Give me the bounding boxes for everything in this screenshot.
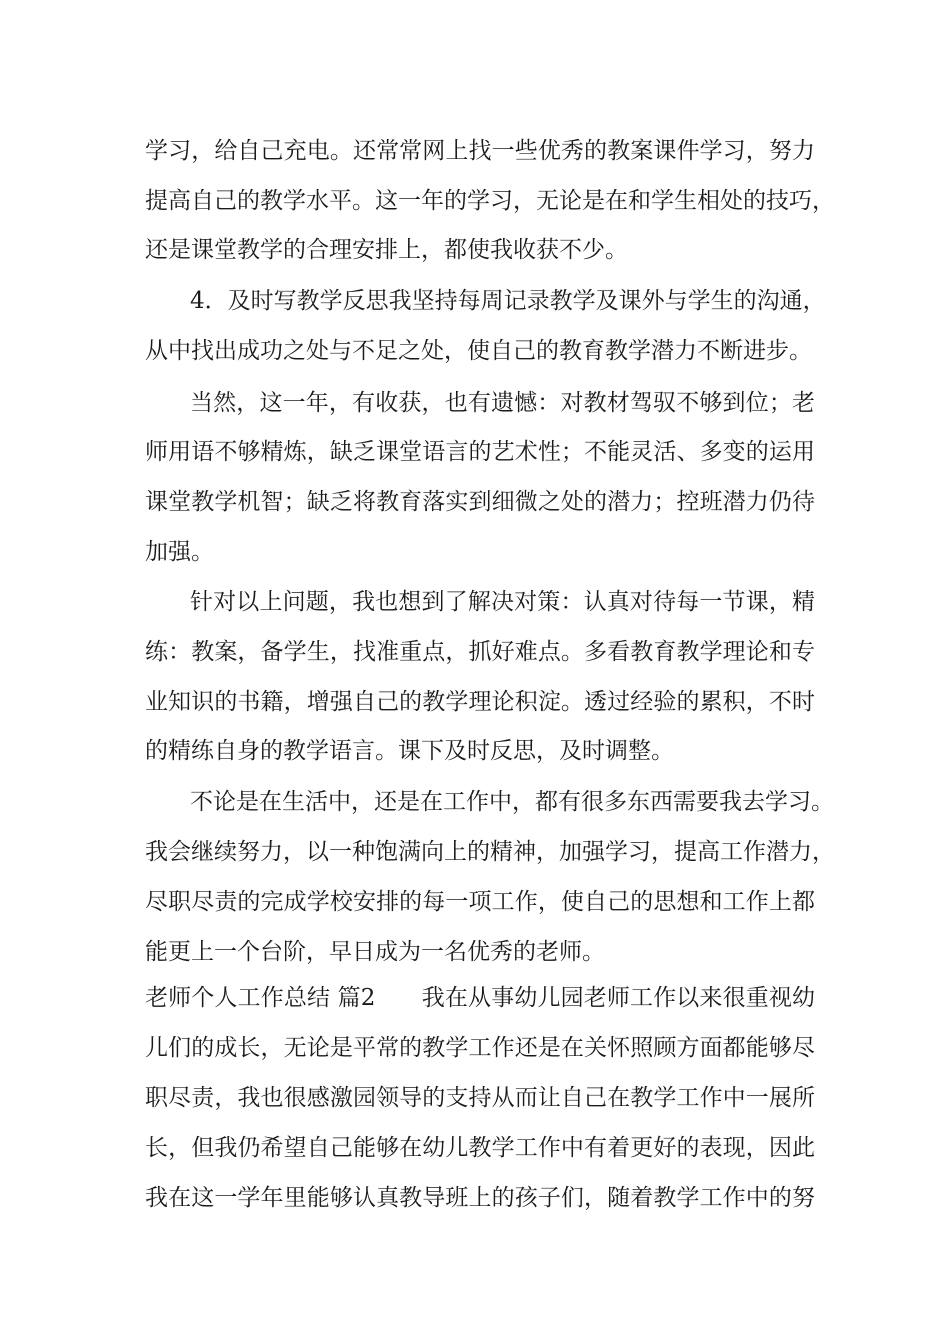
section-heading-line: 老师个人工作总结 篇2 我在从事幼儿园老师工作以来很重视幼 [145, 985, 815, 1011]
text-line: 还是课堂教学的合理安排上，都使我收获不少。 [145, 237, 628, 263]
text-line: 从中找出成功之处与不足之处，使自己的教育教学潜力不断进步。 [145, 338, 812, 364]
text-line: 课堂教学机智；缺乏将教育落实到细微之处的潜力；控班潜力仍待 [145, 489, 815, 515]
text-line: 提高自己的教学水平。这一年的学习，无论是在和学生相处的技巧， [145, 188, 835, 214]
text-line: 练：教案，备学生，找准重点，抓好难点。多看教育教学理论和专 [145, 639, 815, 665]
text-line: 4．及时写教学反思我坚持每周记录教学及课外与学生的沟通， [190, 288, 826, 314]
text-line: 尽职尽责的完成学校安排的每一项工作，使自己的思想和工作上都 [145, 889, 815, 915]
text-line: 我在这一学年里能够认真教导班上的孩子们，随着教学工作中的努 [145, 1185, 815, 1211]
text-line: 学习，给自己充电。还常常网上找一些优秀的教案课件学习，努力 [145, 138, 815, 164]
text-line: 业知识的书籍，增强自己的教学理论积淀。透过经验的累积，不时 [145, 689, 815, 715]
text-line: 长，但我仍希望自己能够在幼儿教学工作中有着更好的表现，因此 [145, 1135, 815, 1161]
text-line: 师用语不够精炼，缺乏课堂语言的艺术性；不能灵活、多变的运用 [145, 439, 815, 465]
text-line: 不论是在生活中，还是在工作中，都有很多东西需要我去学习。 [190, 789, 834, 815]
text-line: 的精练自身的教学语言。课下及时反思，及时调整。 [145, 738, 674, 764]
text-line: 儿们的成长，无论是平常的教学工作还是在关怀照顾方面都能够尽 [145, 1035, 815, 1061]
text-line: 加强。 [145, 539, 214, 565]
text-line: 当然，这一年，有收获，也有遗憾：对教材驾驭不够到位；老 [190, 390, 815, 416]
text-line: 能更上一个台阶，早日成为一名优秀的老师。 [145, 939, 605, 965]
text-line: 职尽责，我也很感激园领导的支持从而让自己在教学工作中一展所 [145, 1085, 815, 1111]
text-line: 针对以上问题，我也想到了解决对策：认真对待每一节课，精 [190, 589, 815, 615]
text-line: 我会继续努力，以一种饱满向上的精神，加强学习，提高工作潜力， [145, 839, 835, 865]
